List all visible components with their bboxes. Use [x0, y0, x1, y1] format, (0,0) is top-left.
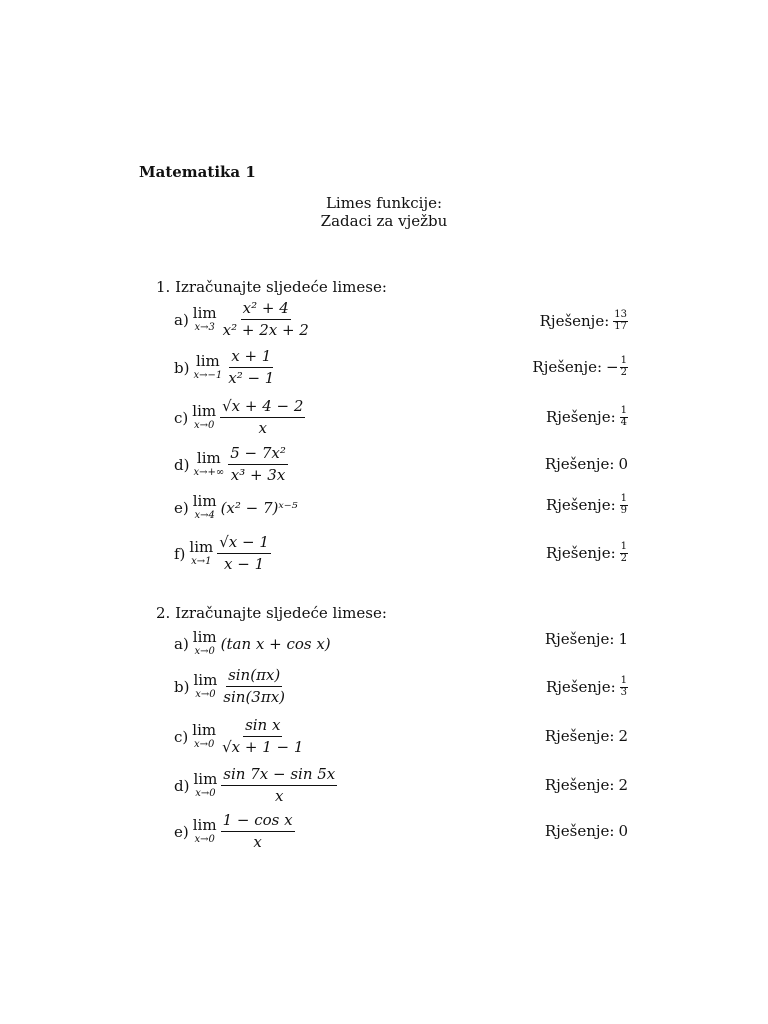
- problem-label: e): [174, 498, 189, 517]
- lim-operator: lim x→0: [193, 770, 218, 800]
- fraction: $\frac{\sin 7x - \sin 5x}{x}$: [223, 765, 336, 806]
- problem-label: e): [174, 822, 189, 841]
- answer-1e: Rješenje: 1 9: [545, 493, 627, 516]
- answer-2d: Rješenje: 2: [544, 776, 628, 794]
- answer-fraction: 13 17: [614, 309, 627, 332]
- course-title: Matematika 1: [139, 163, 256, 181]
- answer-fraction: 1 4: [620, 405, 627, 428]
- lim-operator: lim x→1: [189, 538, 214, 568]
- answer-1b: Rješenje: − $\frac{1}{2}$: [532, 355, 627, 378]
- problem-1a: [174, 300, 311, 340]
- problem-1c: [174, 398, 305, 438]
- problem-2b: [174, 667, 287, 707]
- lim-operator: lim x→0: [192, 628, 217, 657]
- lim-operator: lim x→0: [193, 671, 218, 701]
- fraction: $\frac{√x + 4 - 2}{x}$: [222, 397, 304, 438]
- problem-label: d): [174, 455, 190, 474]
- fraction: $\frac{\text{x² + 4}}{\text{x² + 2x + 2}}$: [222, 299, 309, 340]
- lim-operator: lim x→4: [192, 492, 217, 521]
- problem-1d: [174, 445, 288, 485]
- section-1-heading: 1. Izračunajte sljedeće limese:: [156, 278, 387, 296]
- fraction: $\frac{\text{5 − 7x²}}{\text{x³ + 3x}}$: [230, 444, 286, 485]
- answer-fraction: $\frac{1}{2}$: [620, 355, 627, 378]
- doc-title-line2: Zadaci za vježbu: [320, 212, 448, 230]
- problem-label: c): [174, 727, 189, 746]
- lim-operator: lim x→0: [192, 816, 217, 846]
- fraction: $\frac{\text{1 − cos x}}{x}$: [222, 811, 293, 852]
- problem-1b: [174, 348, 276, 388]
- lim-operator: lim x→+∞: [193, 449, 225, 479]
- answer-fraction: 1 2: [620, 541, 627, 564]
- lim-operator: lim x→−1: [193, 352, 223, 382]
- section-2-heading: 2. Izračunajte sljedeće limese:: [156, 604, 387, 622]
- answer-fraction: 1 3: [620, 675, 627, 698]
- problem-2c: [174, 717, 305, 757]
- problem-1f: [174, 534, 271, 574]
- answer-fraction: 1 9: [620, 493, 627, 516]
- problem-2e: [174, 812, 295, 852]
- expression: (tan x + cos x): [220, 634, 331, 653]
- problem-label: c): [174, 408, 189, 427]
- problem-1e: [174, 494, 298, 521]
- problem-2d: [174, 766, 337, 806]
- fraction: $\frac{√x - 1}{x - 1}$: [219, 533, 269, 574]
- problem-2a: [174, 630, 331, 657]
- problem-label: a): [174, 310, 189, 329]
- answer-1c: Rješenje: 1 4: [545, 405, 627, 428]
- problem-label: b): [174, 677, 190, 696]
- answer-2a: Rješenje: 1: [544, 630, 628, 648]
- lim-operator: lim x→0: [192, 402, 217, 432]
- problem-label: f): [174, 544, 186, 563]
- fraction: $\frac{\text{sin x}}{√x + 1 - 1}$: [222, 716, 304, 757]
- answer-1f: Rješenje: 1 2: [545, 541, 627, 564]
- problem-label: b): [174, 358, 190, 377]
- doc-title-line1: Limes funkcije:: [325, 194, 443, 212]
- answer-2b: Rješenje: 1 3: [545, 675, 627, 698]
- expression: (x² − 7)ˣ⁻⁵: [220, 498, 298, 517]
- answer-1d: Rješenje: 0: [544, 455, 628, 473]
- problem-label: d): [174, 776, 190, 795]
- fraction: $\frac{x + 1}{\text{x² − 1}}$: [228, 347, 275, 388]
- problem-label: a): [174, 634, 189, 653]
- answer-2c: Rješenje: 2: [544, 727, 628, 745]
- lim-operator: lim x→0: [192, 721, 217, 751]
- fraction: $\frac{\sin(\pi x)}{\sin(3\pi x)}$: [223, 666, 286, 707]
- answer-2e: Rješenje: 0: [544, 822, 628, 840]
- lim-operator: lim x→3: [192, 304, 217, 334]
- answer-1a: Rješenje: 13 17: [539, 309, 627, 332]
